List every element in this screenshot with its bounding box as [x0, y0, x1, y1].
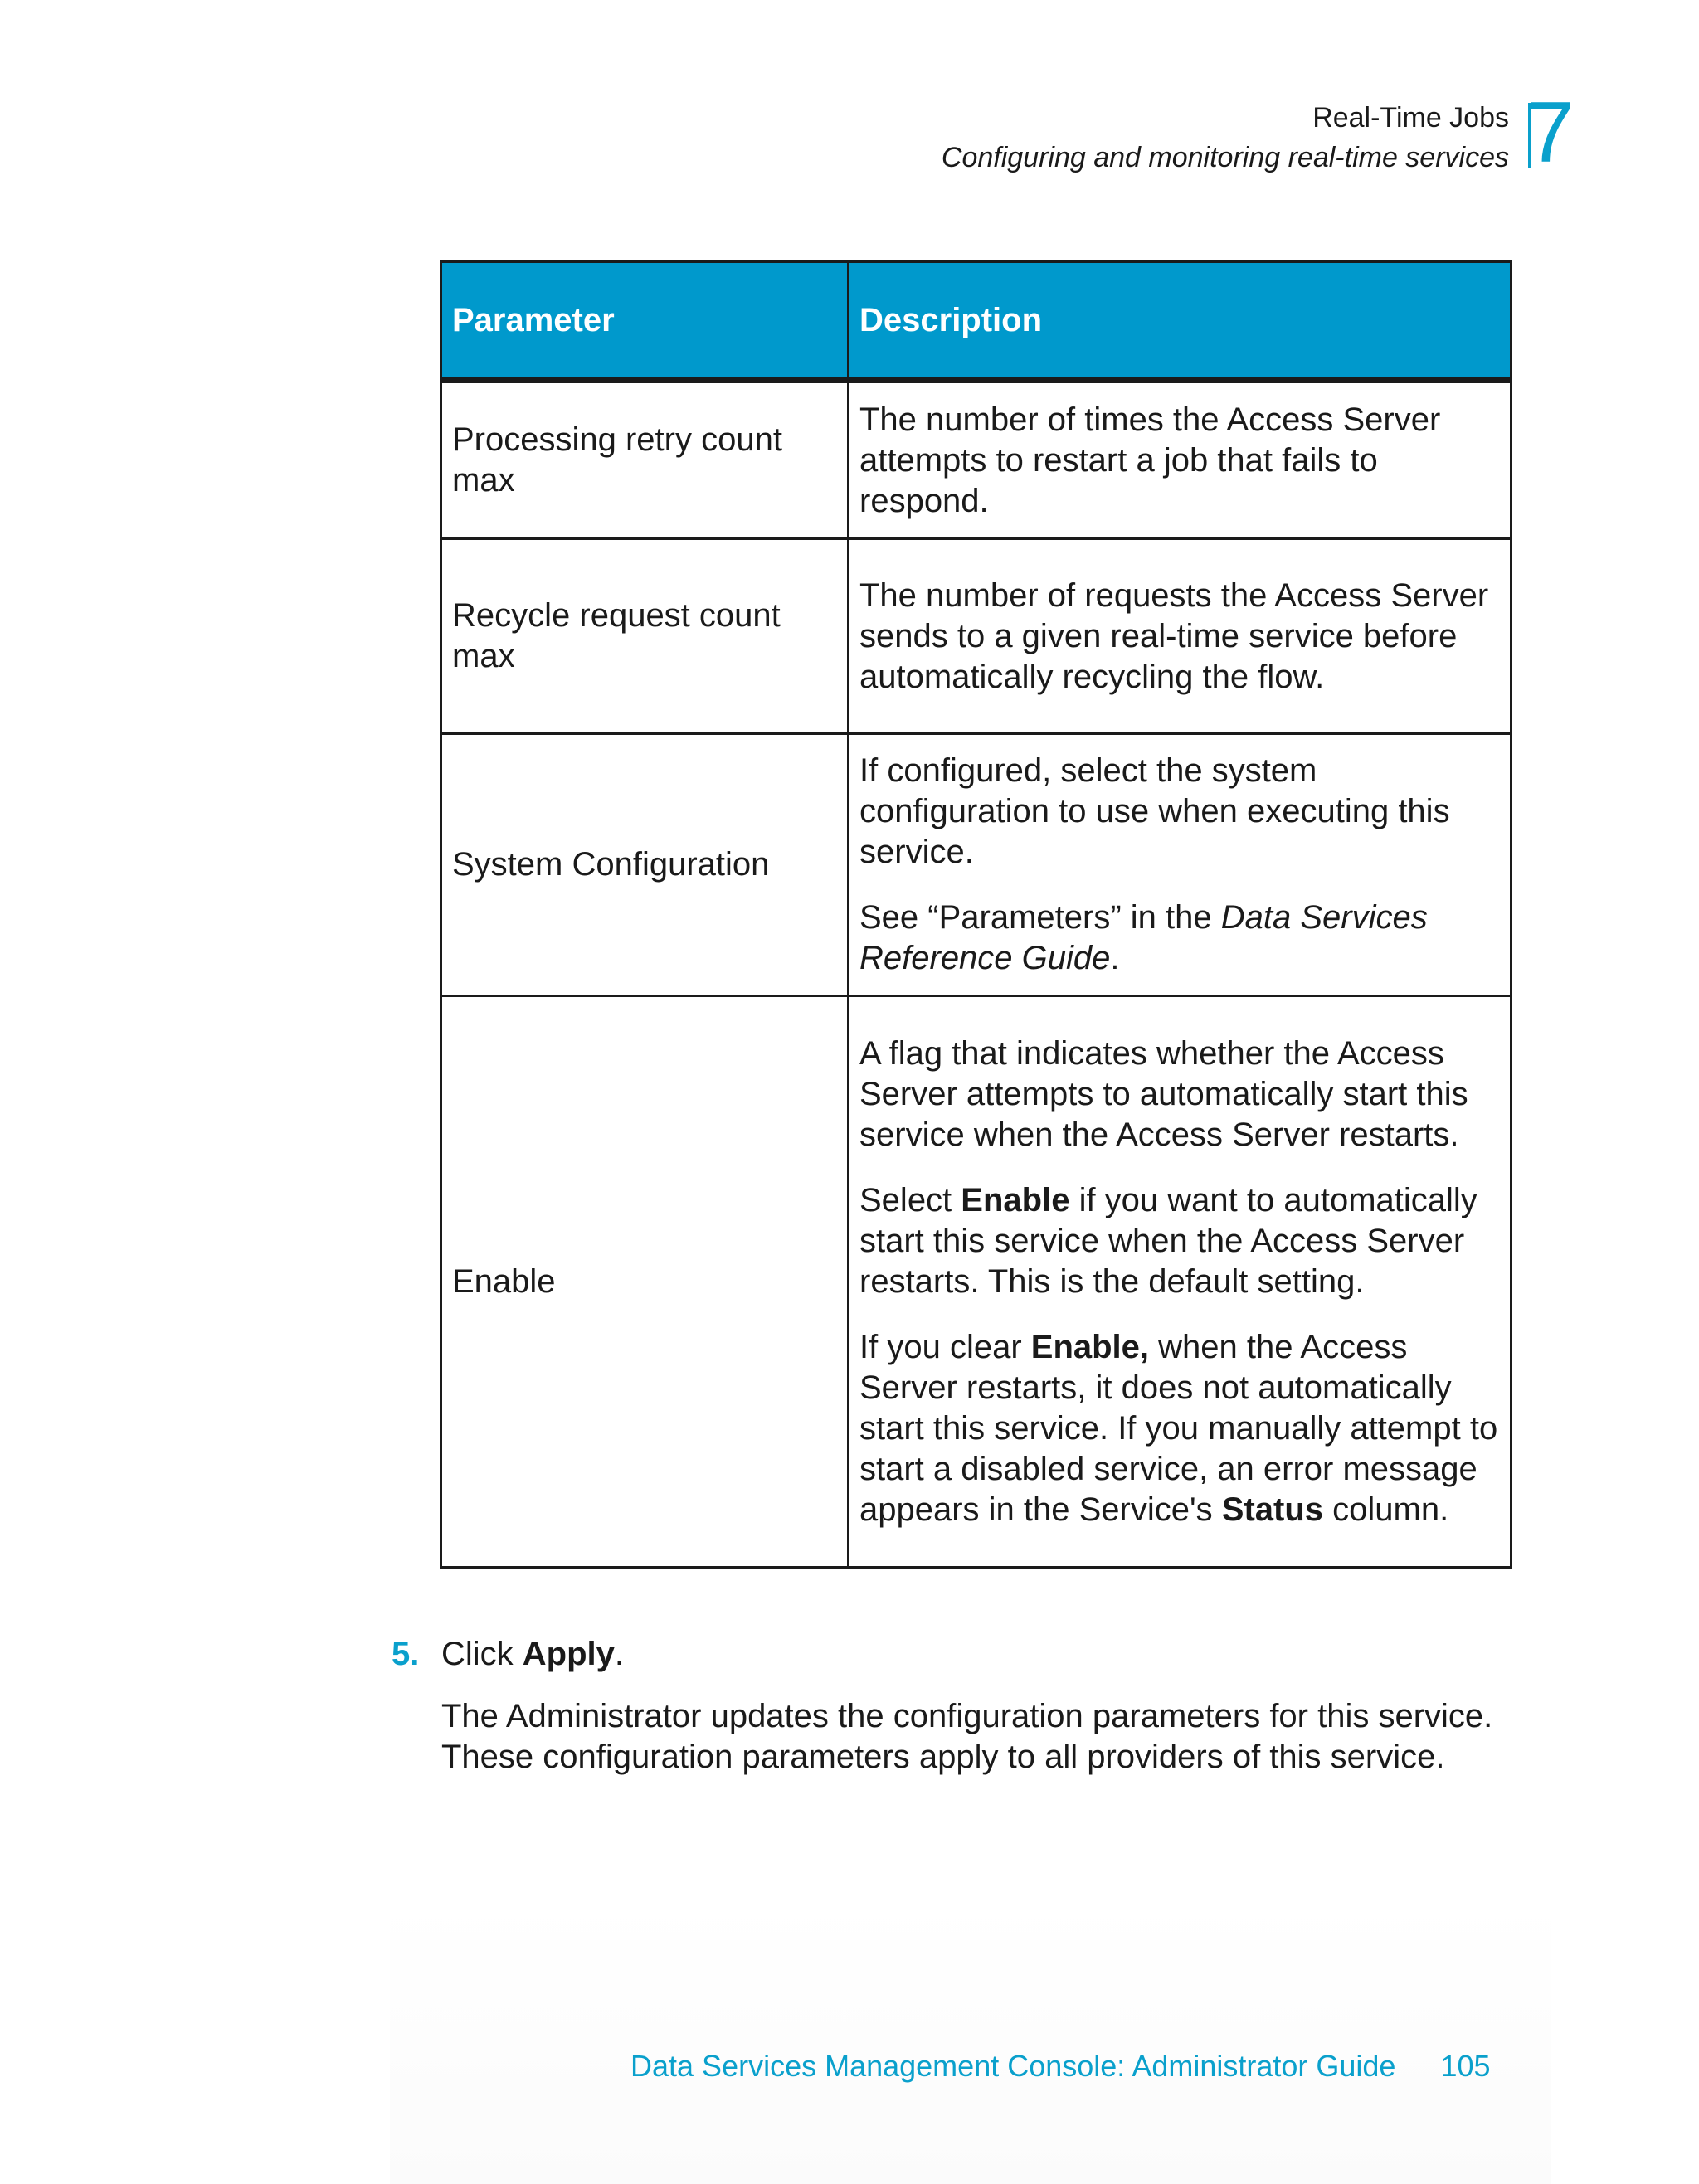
description-paragraph — [859, 1180, 1500, 1302]
text-run: If you clear — [859, 1328, 1031, 1365]
description-cell: The number of times the Access Server attempts to restart a job that fails to respond. — [849, 381, 1512, 539]
description-paragraph: If configured, select the system configuration to use when executing this service. — [859, 752, 1450, 870]
text-run: Click — [441, 1636, 523, 1672]
chapter-number: 7 — [1526, 85, 1575, 181]
running-header — [942, 98, 1509, 178]
table-row — [441, 381, 1512, 539]
table-row — [441, 734, 1512, 996]
parameter-cell: Recycle request count max — [441, 539, 849, 734]
page-shading — [390, 1899, 1551, 2184]
description-paragraph — [859, 1327, 1500, 1530]
text-run: column. — [1323, 1491, 1449, 1528]
ui-term-enable: Enable — [961, 1181, 1070, 1218]
parameters-table — [440, 260, 1512, 1569]
book-title: Data Services Management Console: Administrator Guide — [630, 2049, 1396, 2083]
parameter-cell: System Configuration — [441, 734, 849, 996]
section-title: Configuring and monitoring real-time services — [941, 142, 1509, 173]
description-cell: The number of requests the Access Server sends to a given real-time service before automatically recycling the flow. — [849, 539, 1512, 734]
page-number: 105 — [1440, 2049, 1491, 2083]
step-number: 5. — [392, 1636, 420, 1672]
column-header-parameter: Parameter — [441, 262, 849, 381]
description-paragraph — [859, 897, 1500, 979]
page-footer — [630, 2045, 1491, 2087]
ui-term-status: Status — [1221, 1491, 1324, 1528]
ui-term-apply: Apply — [522, 1636, 615, 1672]
description-paragraph: A flag that indicates whether the Access Server attempts to automatically start this service when the Access Server restarts. — [859, 1034, 1468, 1153]
table-row — [441, 539, 1512, 734]
text-run: See “Parameters” in the — [859, 899, 1221, 936]
text-run: when the Access Server restarts, it does not automatically start this service. If you manually attempt to start a disabled service, an error message appears in the Service's — [859, 1328, 1498, 1528]
table-row — [441, 996, 1512, 1568]
text-run: if you want to automatically start this service when the Access Server restarts. This is the default setting. — [859, 1181, 1477, 1300]
description-cell — [849, 996, 1512, 1568]
ui-term-enable: Enable, — [1030, 1328, 1150, 1365]
step-result-text: The Administrator updates the configuration parameters for this service. These configuration parameters apply to all providers of this service. — [441, 1698, 1493, 1775]
table-header-row — [441, 262, 1512, 381]
text-run: . — [1110, 940, 1120, 976]
parameter-cell: Processing retry count max — [441, 381, 849, 539]
column-header-description: Description — [849, 262, 1512, 381]
reference-guide-title: Data Services Reference Guide — [859, 899, 1428, 976]
text-run: . — [614, 1636, 625, 1672]
text-run: Select — [859, 1181, 961, 1218]
description-cell — [849, 734, 1512, 996]
parameter-cell: Enable — [441, 996, 849, 1568]
step-5 — [392, 1634, 624, 1675]
chapter-title: Real-Time Jobs — [1312, 102, 1509, 134]
